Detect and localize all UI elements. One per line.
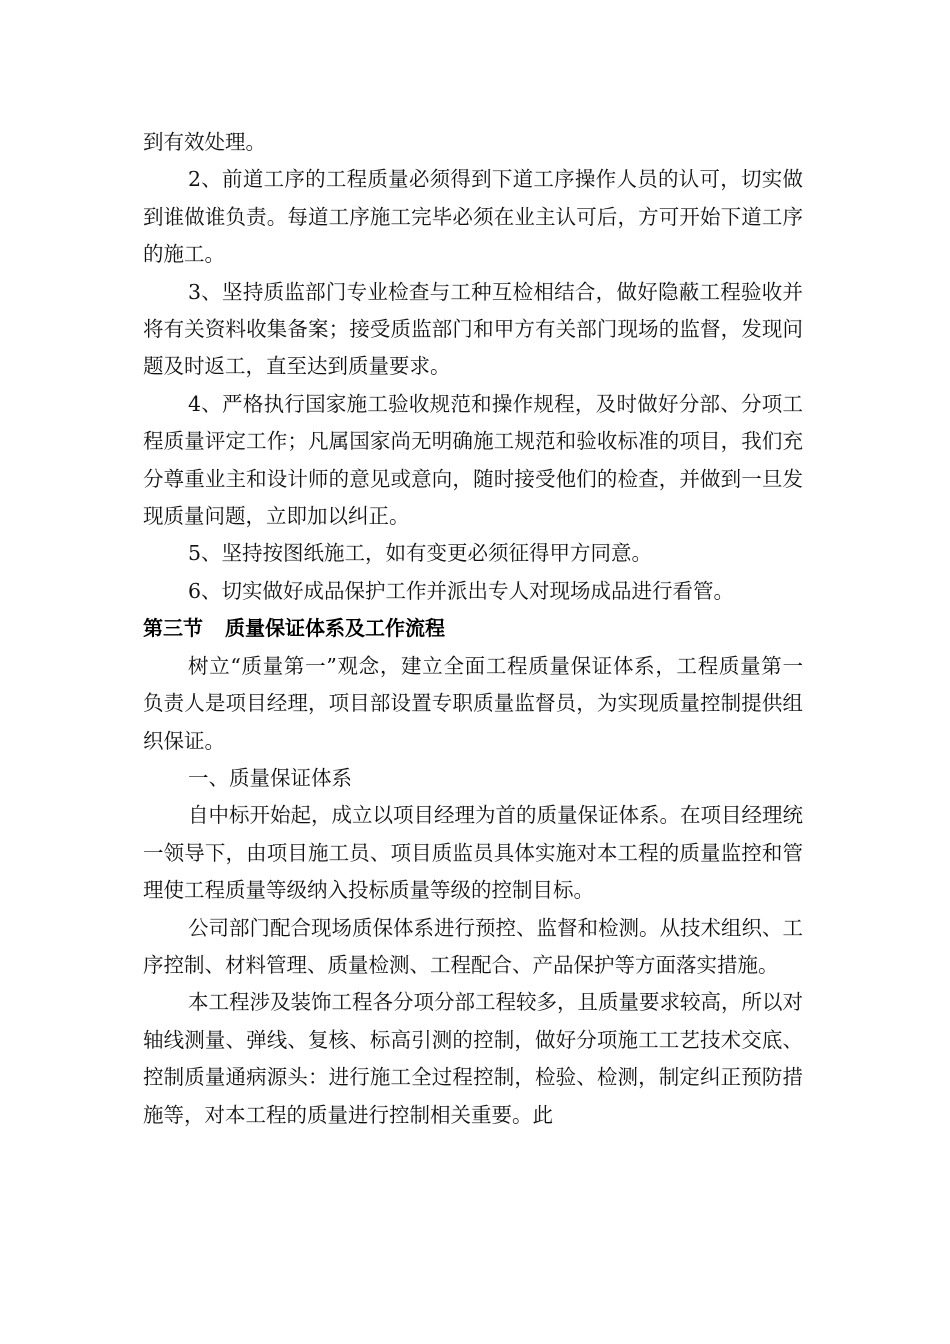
paragraph-item-5: 5、坚持按图纸施工，如有变更必须征得甲方同意。 [188, 541, 653, 566]
paragraph-intro: 树立“质量第一”观念，建立全面工程质量保证体系，工程质量第一负责人是项目经理，项目部设置专职质量监督员，为实现质量控制提供组织保证。 [143, 653, 803, 753]
paragraph-continuation: 到有效处理。 [143, 130, 266, 154]
paragraph-item-6: 6、切实做好成品保护工作并派出专人对现场成品进行看管。 [188, 578, 735, 603]
paragraph-item-4: 4、严格执行国家施工验收规范和操作规程，及时做好分部、分项工程质量评定工作；凡属国家尚无明确施工规范和验收标准的项目，我们充分尊重业主和设计师的意见或意向，随时接受他们的检查，并做到一旦发现质量问题，立即加以纠正。 [143, 391, 803, 529]
section-heading [143, 610, 803, 647]
paragraph-item-3: 3、坚持质监部门专业检查与工种互检相结合，做好隐蔽工程验收并将有关资料收集备案；接受质监部门和甲方有关部门现场的监督，发现问题及时返工，直至达到质量要求。 [143, 279, 803, 379]
paragraph-item-2: 2、前道工序的工程质量必须得到下道工序操作人员的认可，切实做到谁做谁负责。每道工序施工完毕必须在业主认可后，方可开始下道工序的施工。 [143, 167, 803, 267]
paragraph-company-support: 公司部门配合现场质保体系进行预控、监督和检测。从技术组织、工序控制、材料管理、质量检测、工程配合、产品保护等方面落实措施。 [143, 915, 803, 977]
section-number: 第三节 [143, 616, 203, 641]
document-body [143, 124, 803, 1134]
paragraph-system-setup: 自中标开始起，成立以项目经理为首的质量保证体系。在项目经理统一领导下，由项目施工员、项目质监员具体实施对本工程的质量监控和管理使工程质量等级纳入投标质量等级的控制目标。 [143, 803, 803, 903]
section-title: 质量保证体系及工作流程 [225, 616, 445, 641]
subheading-quality-system: 一、质量保证体系 [188, 765, 352, 790]
paragraph-project-control: 本工程涉及装饰工程各分项分部工程较多，且质量要求较高，所以对轴线测量、弹线、复核、标高引测的控制，做好分项施工工艺技术交底、控制质量通病源头：进行施工全过程控制，检验、检测，制定纠正预防措施等，对本工程的质量进行控制相关重要。此 [143, 990, 803, 1127]
